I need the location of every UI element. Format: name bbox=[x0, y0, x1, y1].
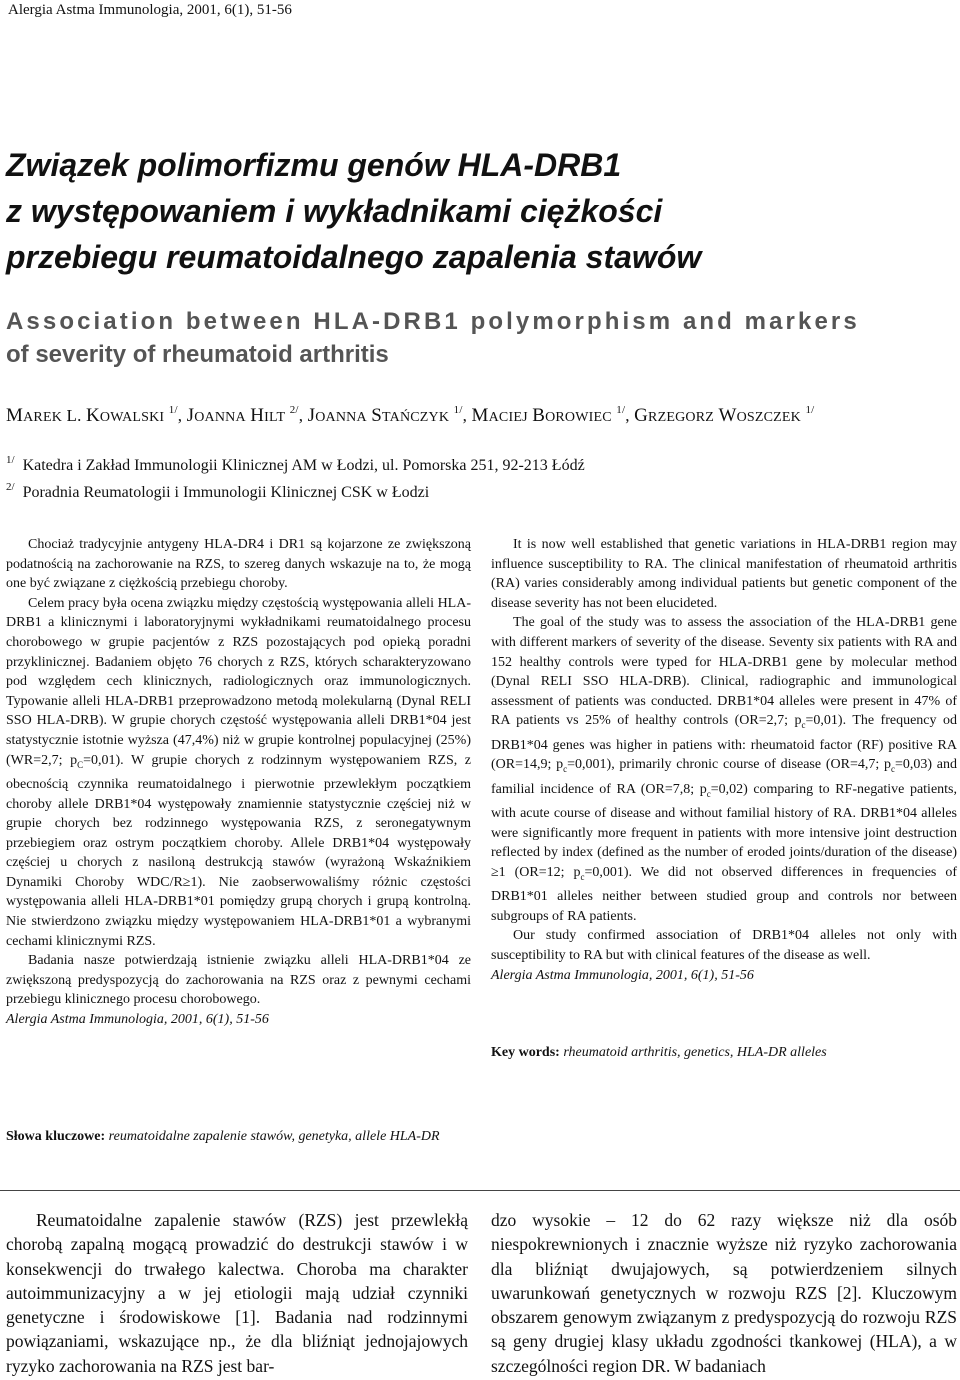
body-column-right bbox=[491, 1208, 957, 1378]
title-polish-line: przebiegu reumatoidalnego zapalenia stawów bbox=[6, 239, 702, 275]
title-polish-line: z występowaniem i wykładnikami ciężkości bbox=[6, 193, 663, 229]
body-column-left bbox=[6, 1208, 468, 1378]
body-paragraph: Reumatoidalne zapalenie stawów (RZS) jest przewlekłą chorobą zapalną mogącą prowadzić do destrukcji stawów i w konsekwencji do trwałego kalectwa. Choroba ma charakter autoimmunizacyjny a w jej etiologii mają udział czynniki genetyczne i środowiskowe [1]. Badania nad rodzinnymi powiązaniami, wskazujące np., że dla bliźniąt jednojajowych ryzyko zachorowania na RZS jest bar- bbox=[6, 1210, 468, 1376]
abstract-paragraph: Celem pracy była ocena związku między częstością występowania alleli HLA-DRB1 a klinicznymi i laboratoryjnymi wykładnikami reumatoidalnego procesu chorobowego w grupie pacjentów z RZS pozostających pod opieką poradni przyklinicznej. Badaniem objęto 76 chorych z RZS, których scharakteryzowano pod względem cech klinicznych, radiologicznych oraz immunologicznych. Typowanie alleli HLA-DRB1 przeprowadzono metodą molekularną (Dynal RELI SSO HLA-DRB). W grupie chorych częstość występowania alleli DRB1*04 jest statystycznie istotnie wyższa (47,4%) niż w grupie kontrolnej populacyjnej (25%) (WR=2,7; $p_C=0,01$). W grupie chorych z rodzinnym występowaniem RZS, z obecnością czynnika reumatoidalnego i pierwotnie przewlekłym początkiem choroby allele DRB1*04 występowały znamiennie statystycznie częściej niż w grupie chorych bez rodzinnego występowania RZS, z seronegatywnym przebiegiem oraz ostrym początkiem choroby. Allele DRB1*04 występowały częściej u chorych z nasiloną destrukcją stawów (wyrażoną Wskaźnikiem Dynamiki Choroby WDC/R≥1). Nie zaobserwowaliśmy różnic częstości występowania alleli HLA-DRB1*01 pomiędzy grupą chorych i grupą kontrolną. Nie stwierdzono związku między występowaniem HLA-DRB1*01 a wybranymi cechami klinicznymi RZS. bbox=[6, 595, 472, 949]
author: JOANNA HILT $^{2/}$ bbox=[186, 404, 299, 426]
abstract-citation: Alergia Astma Immunologia, 2001, 6(1), 51-56 bbox=[491, 967, 754, 983]
abstract-paragraph: The goal of the study was to assess the association of the HLA-DRB1 gene with different markers of severity of the disease. Seventy six patients with RA and 152 healthy controls were typed for HLA-DRB1 gene by molecular method (Dynal RELI SSO HLA-DRB). Clinical, radiographic and immunological assessment of patients was conducted. DRB1*04 alleles were present in 47% of RA patients vs 25% of healthy controls (OR=2,7; $p_c=0,01$). The frequency od DRB1*04 genes was higher in patiens with: rheumatoid factor (RF) positive RA (OR=14,9; $p_c=0,001$), primarily chronic course of disease (OR=4,7; $p_c=0,03$) and familial incidence of RA (OR=7,8; $p_c=0,02$) comparing to RF-negative patients, with acute course of disease and without familial history of RA. DRB1*04 alleles were significantly more frequent in patients with more intensive joint destruction reflected by index (defined as the number of eroded joints/duration of the disease) ≥1 (OR=12; $p_c=0,001$). We did not observed differences in frequencies of DRB1*01 alleles neither between studied group and controls nor between subgroups of RA patients. bbox=[491, 615, 958, 924]
keywords-polish: Słowa kluczowe: reumatoidalne zapalenie stawów, genetyka, allele HLA-DR bbox=[6, 1129, 440, 1144]
title-english-line: Association between HLA-DRB1 polymorphism and markers bbox=[6, 308, 860, 335]
title-english-line: of severity of rheumatoid arthritis bbox=[6, 341, 389, 368]
title-polish-line: Związek polimorfizmu genów HLA-DRB1 bbox=[6, 147, 622, 183]
abstract-paragraph: Chociaż tradycyjnie antygeny HLA-DR4 i DR1 są kojarzone ze zwiększoną podatnością na zachorowanie na RZS, to szereg danych wskazuje na to, że mogą one być związane z ciężkością przebiegu choroby. bbox=[6, 537, 471, 592]
title-english bbox=[6, 305, 946, 371]
section-divider bbox=[0, 1190, 960, 1191]
affiliation: $^{1/}$ Katedra i Zakład Immunologii Klinicznej AM w Łodzi, ul. Pomorska 251, 92-213 Łódź bbox=[6, 454, 585, 474]
abstract-paragraph: Our study confirmed association of DRB1*04 alleles not only with susceptibility to RA but with clinical features of the disease as well. bbox=[491, 928, 957, 964]
body-paragraph: dzo wysokie – 12 do 62 razy większe niż dla osób niespokrewnionych i znacznie wyższe niż ryzyko zachorowania dla bliźniąt dwujajowych, są potwierdzeniem silnych uwarunkowań genetycznych w rozwoju RZS [2]. Kluczowym obszarem genowym związanym z predyspozycją do rozwoju RZS są geny drugiej klasy układu zgodności tkankowej (HLA), a w szczególności region DR. W badaniach bbox=[491, 1210, 957, 1376]
author: JOANNA STAŃCZYK $^{1/}$ bbox=[307, 404, 463, 426]
author: MAREK L. KOWALSKI $^{1/}$ bbox=[6, 404, 178, 426]
author: MACIEJ BOROWIEC $^{1/}$ bbox=[471, 404, 626, 426]
author: GRZEGORZ WOSZCZEK $^{1/}$ bbox=[634, 404, 815, 426]
abstract-paragraph: Badania nasze potwierdzają istnienie związku alleli HLA-DRB1*04 ze zwiększoną predyspozycją do zachorowania na RZS oraz z pewnymi cechami przebiegu klinicznego procesu chorobowego. bbox=[6, 953, 471, 1008]
abstract-polish bbox=[6, 535, 471, 1030]
keywords-english: Key words: rheumatoid arthritis, genetics, HLA-DR alleles bbox=[491, 1045, 827, 1060]
journal-reference: Alergia Astma Immunologia, 2001, 6(1), 51-56 bbox=[8, 2, 292, 18]
abstract-citation: Alergia Astma Immunologia, 2001, 6(1), 51-56 bbox=[6, 1012, 269, 1028]
abstract-english bbox=[491, 535, 957, 985]
author-list: MAREK L. KOWALSKI $^{1/}$, JOANNA HILT $^{2/}$, JOANNA STAŃCZYK $^{1/}$, MACIEJ BOROWIEC $^{1/}$, GRZEGORZ WOSZCZEK $^{1/}$ bbox=[6, 404, 815, 426]
affiliation: $^{2/}$ Poradnia Reumatologii i Immunologii Klinicznej CSK w Łodzi bbox=[6, 481, 430, 501]
title-polish bbox=[6, 142, 946, 280]
abstract-paragraph: It is now well established that genetic variations in HLA-DRB1 region may influence susceptibility to RA. The clinical manifestation of rheumatoid arthritis (RA) varies considerably among individual patients but genetic component of the disease severity has not been elucideted. bbox=[491, 537, 957, 611]
